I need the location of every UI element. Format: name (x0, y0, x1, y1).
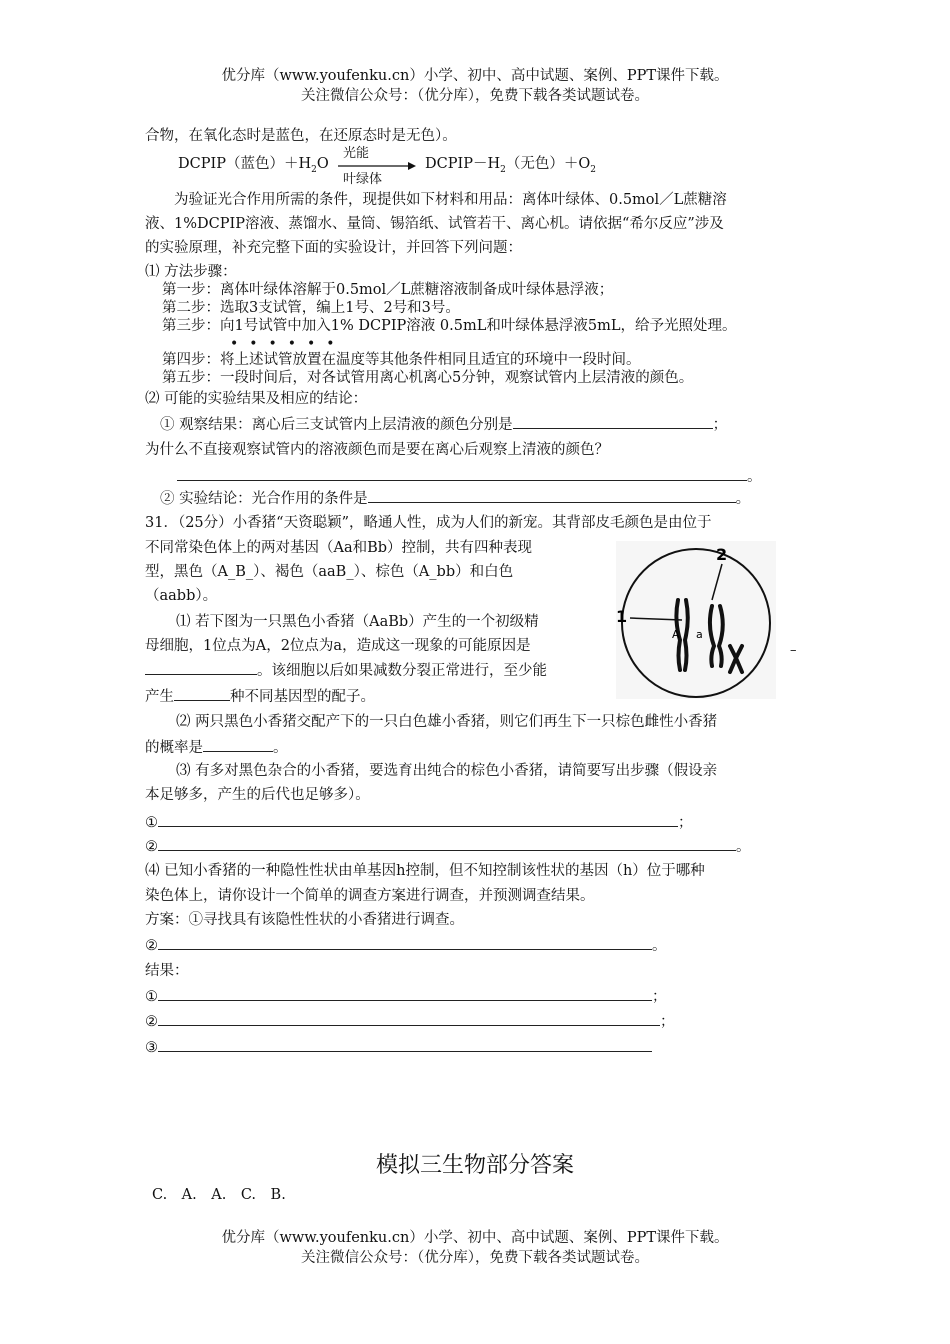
plan-1: 方案：①寻找具有该隐性性状的小香猪进行调查。 (145, 912, 464, 928)
label-1: 1 (616, 607, 628, 626)
gene-a-label: a (696, 628, 703, 641)
header-line-1: 优分库（www.youfenku.cn）小学、初中、高中试题、案例、PPT课件下载。 (221, 68, 729, 84)
step-1: 第一步：离体叶绿体溶解于0.5mol／L蔗糖溶液制备成叶绿体悬浮液； (162, 282, 614, 298)
step-3: 第三步：向1号试管中加入1% DCPIP溶液 0.5mL和叶绿体悬浮液5mL，给予光照处理。 (162, 318, 737, 334)
intro-tail: 合物，在氧化态时是蓝色，在还原态时是无色）。 (145, 128, 457, 144)
answer-blank[interactable] (177, 466, 747, 481)
gene-A-label: A (672, 628, 680, 641)
plan-2: ② 。 (145, 935, 667, 956)
para-line-1: 为验证光合作用所需的条件，现提供如下材料和用品：离体叶绿体、0.5mol／L蔗糖溶 (174, 192, 727, 208)
sub1-line-d: 产生 种不同基因型的配子。 (145, 686, 375, 707)
answer-blank[interactable] (158, 1037, 652, 1052)
result-title: ⑵ 可能的实验结果及相应的结论： (145, 391, 368, 407)
sub2-line-b: 的概率是 。 (145, 737, 288, 758)
answer-blank[interactable] (368, 488, 736, 503)
step-5: 第五步：一段时间后，对各试管用离心机离心5分钟，观察试管内上层清液的颜色。 (162, 370, 694, 386)
q31-line-1: 31．（25分）小香猪“天资聪颖”，略通人性，成为人们的新宠。其背部皮毛颜色是由位于 (145, 515, 712, 531)
equation-above-label: 光能 (343, 146, 370, 161)
para-line-2: 液、1%DCPIP溶液、蒸馏水、量筒、锡箔纸、试管若干、离心机。请依据“希尔反应”涉及 (145, 216, 724, 232)
answers-title: 模拟三生物部分答案 (375, 1153, 574, 1178)
equation-below-label: 叶绿体 (343, 172, 383, 187)
q31-line-3: 型，黑色（A_B_）、褐色（aaB_）、棕色（A_bb）和白色 (145, 564, 514, 580)
result-2: ② 实验结论：光合作用的条件是 。 (160, 488, 750, 509)
answer-blank[interactable] (158, 935, 652, 950)
sub1-line-a: ⑴ 若下图为一只黑色小香猪（AaBb）产生的一个初级精 (176, 614, 539, 630)
answer-blank[interactable] (174, 686, 230, 701)
step-2: 第二步：选取3支试管，编上1号、2号和3号。 (162, 300, 460, 316)
sub3-line-b: 本足够多，产生的后代也足够多）。 (145, 787, 370, 803)
method-title: ⑴ 方法步骤： (145, 264, 237, 280)
result-answer-3: ③ (145, 1037, 652, 1058)
stray-mark: – (790, 643, 797, 658)
answer-blank[interactable] (158, 812, 678, 827)
answer-blank[interactable] (145, 660, 257, 675)
para-line-3: 的实验原理，补充完整下面的实验设计，并回答下列问题： (145, 240, 522, 256)
q31-line-4: （aabb）。 (145, 588, 218, 604)
answer-blank[interactable] (158, 986, 652, 1001)
result-answer-1: ① ； (145, 986, 667, 1007)
chromosome-homolog (710, 606, 714, 666)
result-1: ① 观察结果：离心后三支试管内上层清液的颜色分别是 ； (160, 414, 727, 435)
result-1-answer-line: 。 (177, 466, 762, 487)
sub2-line-a: ⑵ 两只黑色小香猪交配产下的一只白色雄小香猪，则它们再生下一只棕色雌性小香猪 (176, 714, 718, 730)
result-answer-2: ② ； (145, 1011, 675, 1032)
sub1-line-c: 。该细胞以后如果减数分裂正常进行，至少能 (145, 660, 547, 681)
footer-line-2: 关注微信公众号：（优分库），免费下载各类试题试卷。 (301, 1250, 649, 1266)
sub1-line-b: 母细胞，1位点为A，2位点为a，造成这一现象的可能原因是 (145, 638, 531, 654)
step-4: 第四步：将上述试管放置在温度等其他条件相同且适宜的环境中一段时间。 (162, 352, 641, 368)
sub4-line-a: ⑷ 已知小香猪的一种隐性性状由单基因h控制，但不知控制该性状的基因（h）位于哪种 (145, 863, 705, 879)
sub3-answer-2: ② 。 (145, 836, 751, 857)
answer-blank[interactable] (513, 414, 713, 429)
q31-line-2: 不同常染色体上的两对基因（Aa和Bb）控制，共有四种表现 (145, 540, 533, 556)
answer-blank[interactable] (158, 836, 736, 851)
answer-blank[interactable] (203, 737, 273, 752)
results-title: 结果： (145, 963, 189, 979)
answer-blank[interactable] (158, 1011, 660, 1026)
result-1-question: 为什么不直接观察试管内的溶液颜色而是要在离心后观察上清液的颜色？ (145, 442, 609, 458)
answers-choices: C. A. A. C. B. (152, 1187, 286, 1203)
spermatocyte-figure (612, 538, 782, 703)
header-line-2: 关注微信公众号：（优分库），免费下载各类试题试卷。 (301, 88, 649, 104)
equation-left: DCPIP（蓝色）$+H_2O$ (178, 156, 329, 175)
sub3-line-a: ⑶ 有多对黑色杂合的小香猪，要选育出纯合的棕色小香猪，请简要写出步骤（假设亲 (176, 763, 718, 779)
sub4-line-b: 染色体上，请你设计一个简单的调查方案进行调查，并预测调查结果。 (145, 888, 595, 904)
footer-line-1: 优分库（www.youfenku.cn）小学、初中、高中试题、案例、PPT课件下载。 (221, 1230, 729, 1246)
label-2: 2 (716, 545, 728, 564)
sub3-answer-1: ① ； (145, 812, 693, 833)
emphasis-dots: •••••• (230, 336, 346, 352)
equation-right: $DCPIP-H_2$（无色）$+O_2$ (425, 156, 596, 175)
